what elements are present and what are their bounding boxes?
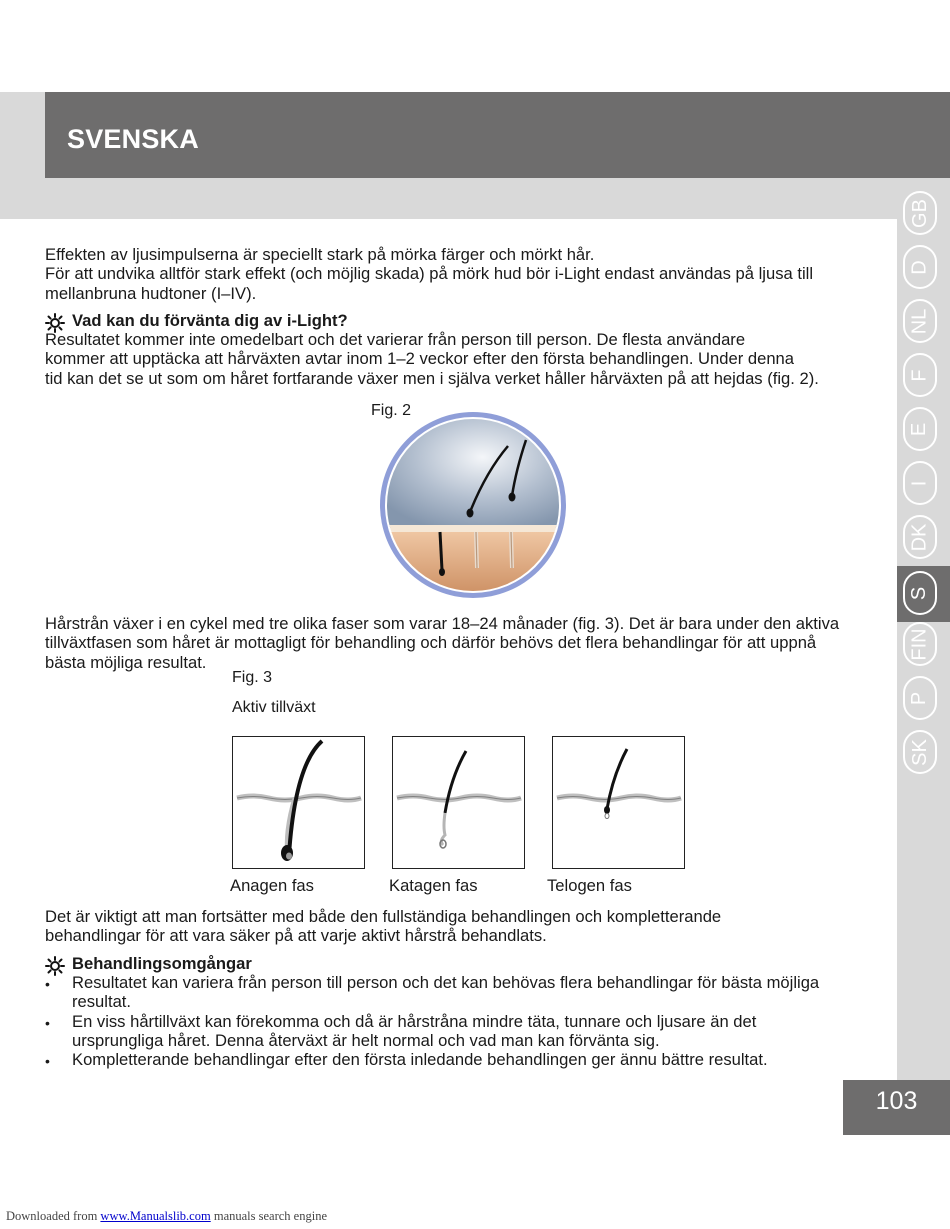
intro-line: Effekten av ljusimpulserna är speciellt stark på mörka färger och mörkt hår.	[45, 245, 595, 264]
lang-tab-nl[interactable]: NL	[903, 299, 937, 343]
cycle-text-line: tillväxtfasen som håret är mottagligt för behandling och därför behövs det flera behandlingar för att uppnå	[45, 633, 817, 652]
section-text-line: tid kan det se ut som om håret fortfarande växer men i själva verket håller hårväxten på att hejdas (fig. 2).	[45, 369, 819, 388]
lang-tab-p[interactable]: P	[903, 676, 937, 720]
bullet-marker: •	[45, 1015, 50, 1031]
lang-tab-i[interactable]: I	[903, 461, 937, 505]
section-heading: Vad kan du förvänta dig av i-Light?	[72, 311, 348, 330]
figure-label: Fig. 3	[232, 669, 273, 686]
bullet-text-line: Kompletterande behandlingar efter den första inledande behandlingen ger ännu bättre resultat.	[72, 1050, 768, 1069]
phase-caption: Anagen fas	[230, 876, 314, 895]
page-title: SVENSKA	[67, 124, 199, 154]
bullet-marker: •	[45, 976, 50, 992]
catagen-phase-illustration	[392, 736, 525, 869]
lang-tab-sk[interactable]: SK	[903, 730, 937, 774]
hair-growth-illustration	[378, 410, 568, 600]
anagen-phase-illustration	[232, 736, 365, 869]
manualslib-link[interactable]: www.Manualslib.com	[100, 1209, 211, 1223]
phase-caption: Telogen fas	[547, 876, 632, 895]
lang-tab-fin[interactable]: FIN	[903, 622, 937, 666]
lang-tab-e[interactable]: E	[903, 407, 937, 451]
bullet-marker: •	[45, 1053, 50, 1069]
cycle-text-line: bästa möjliga resultat.	[45, 653, 207, 672]
intro-line: För att undvika alltför stark effekt (och möjlig skada) på mörk hud bör i-Light endast användas på ljusa till	[45, 264, 814, 283]
download-footer	[6, 1209, 327, 1224]
intro-line: mellanbruna hudtoner (I–IV).	[45, 284, 257, 303]
lang-tab-s[interactable]: S	[903, 571, 937, 615]
important-text-line: Det är viktigt att man fortsätter med både den fullständiga behandlingen och kompletterande	[45, 907, 722, 926]
cycle-text-line: Hårstrån växer i en cykel med tre olika faser som varar 18–24 månader (fig. 3). Det är bara under den aktiva	[45, 614, 840, 633]
lang-tab-dk[interactable]: DK	[903, 515, 937, 559]
bullet-text-line: Resultatet kan variera från person till person och det kan behövas flera behandlingar för bästa möjliga	[72, 973, 820, 992]
phase-caption: Katagen fas	[389, 876, 478, 895]
figure-subtitle: Aktiv tillväxt	[232, 699, 316, 716]
section-text-line: Resultatet kommer inte omedelbart och det varierar från person till person. De flesta användare	[45, 330, 746, 349]
lang-tab-gb[interactable]: GB	[903, 191, 937, 235]
lang-tab-f[interactable]: F	[903, 353, 937, 397]
lang-tab-d[interactable]: D	[903, 245, 937, 289]
footer-suffix: manuals search engine	[210, 1209, 327, 1223]
section-text-line: kommer att upptäcka att hårväxten avtar inom 1–2 veckor efter den första behandlingen. Under denna	[45, 349, 795, 368]
bullet-text-line: ursprungliga håret. Denna återväxt är helt normal och vad man kan förvänta sig.	[72, 1031, 660, 1050]
page-number: 103	[875, 1087, 918, 1115]
footer-prefix: Downloaded from	[6, 1209, 101, 1223]
important-text-line: behandlingar för att vara säker på att varje aktivt hårstrå behandlats.	[45, 926, 547, 945]
telogen-phase-illustration	[552, 736, 685, 869]
bullet-text-line: resultat.	[72, 992, 132, 1011]
sun-icon	[45, 956, 65, 976]
section-heading: Behandlingsomgångar	[72, 954, 252, 973]
bullet-text-line: En viss hårtillväxt kan förekomma och då är hårstråna mindre täta, tunnare och ljusare än det	[72, 1012, 757, 1031]
figure-label: Fig. 2	[371, 402, 412, 419]
